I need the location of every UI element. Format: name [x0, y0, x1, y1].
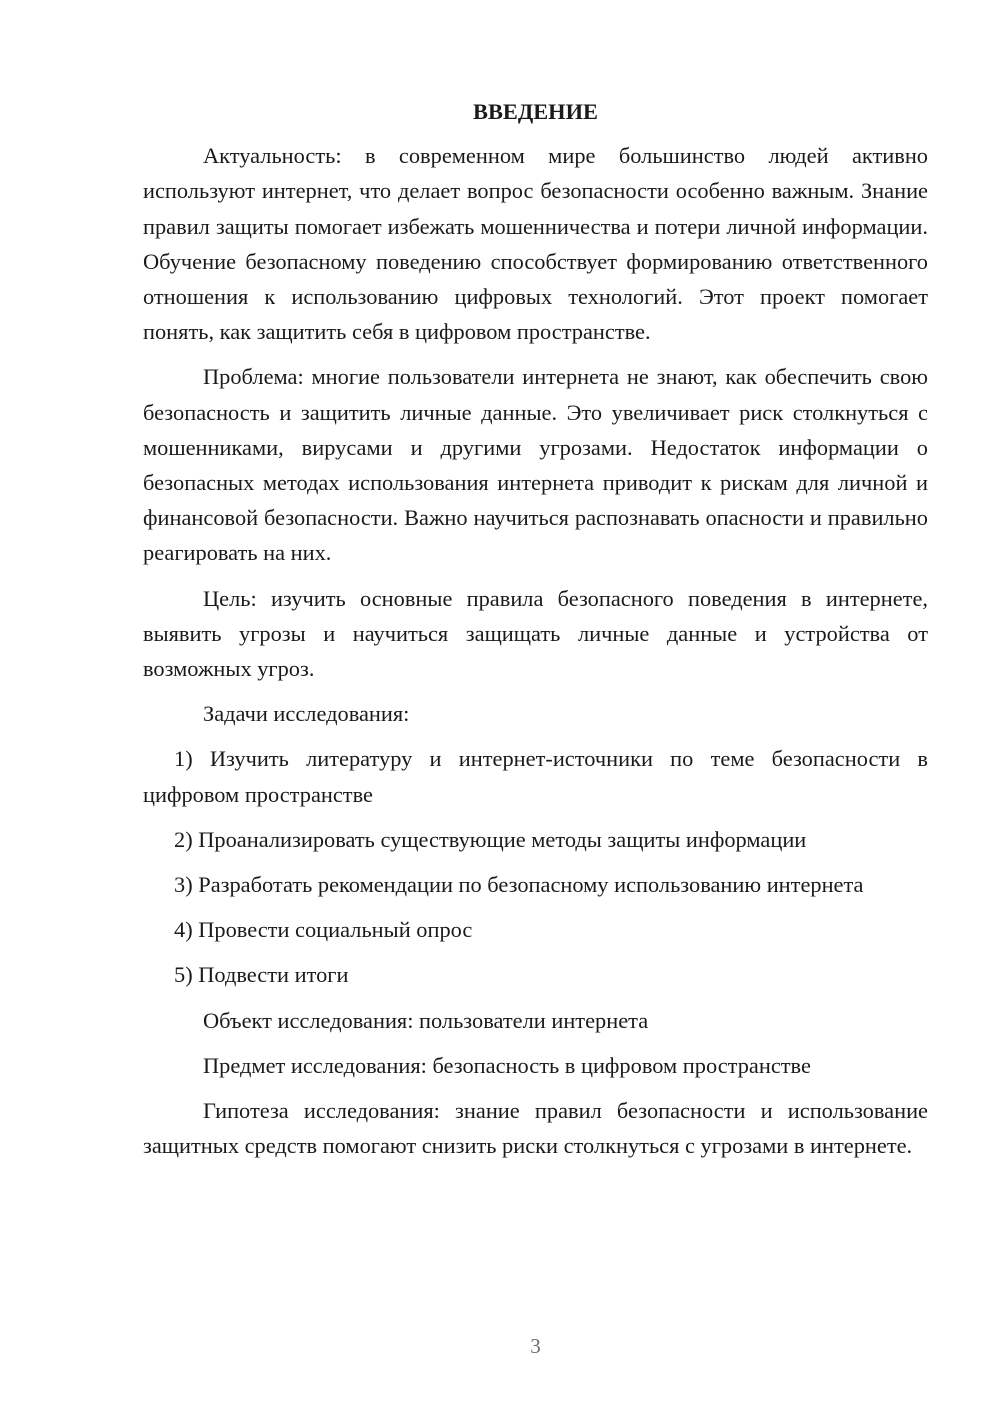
task-item-3: 3) Разработать рекомендации по безопасному использованию интернета	[174, 872, 864, 898]
relevance-paragraph: Актуальность: в современном мире большинство людей активно используют интернет, что делает вопрос безопасности особенно важным. Знание правил защиты помогает избежать мошенничества и потери личной информации. Обучение безопасному поведению способствует формированию ответственного отношения к использованию цифровых технологий. Этот проект помогает понять, как защитить себя в цифровом пространстве.	[143, 143, 928, 345]
task-item-5: 5) Подвести итоги	[174, 962, 349, 988]
object-paragraph: Объект исследования: пользователи интернета	[203, 1007, 649, 1033]
document-page	[143, 94, 928, 1163]
page-number: 3	[530, 1334, 541, 1358]
task-item-1: 1) Изучить литературу и интернет-источники по теме безопасности в цифровом пространстве	[143, 746, 928, 807]
hypothesis-paragraph: Гипотеза исследования: знание правил безопасности и использование защитных средств помогают снизить риски столкнуться с угрозами в интернете.	[143, 1098, 928, 1159]
subject-paragraph: Предмет исследования: безопасность в цифровом пространстве	[203, 1052, 811, 1078]
problem-paragraph: Проблема: многие пользователи интернета не знают, как обеспечить свою безопасность и защитить личные данные. Это увеличивает риск столкнуться с мошенниками, вирусами и другими угрозами. Недостаток информации о безопасных методах использования интернета приводит к рискам для личной и финансовой безопасности. Важно научиться распознавать опасности и правильно реагировать на них.	[143, 364, 928, 566]
tasks-heading: Задачи исследования:	[203, 701, 410, 727]
task-item-4: 4) Провести социальный опрос	[174, 917, 473, 943]
task-item-2: 2) Проанализировать существующие методы защиты информации	[174, 826, 807, 852]
goal-paragraph: Цель: изучить основные правила безопасного поведения в интернете, выявить угрозы и научиться защищать личные данные и устройства от возможных угроз.	[143, 585, 928, 682]
page-title: ВВЕДЕНИЕ	[473, 99, 598, 124]
